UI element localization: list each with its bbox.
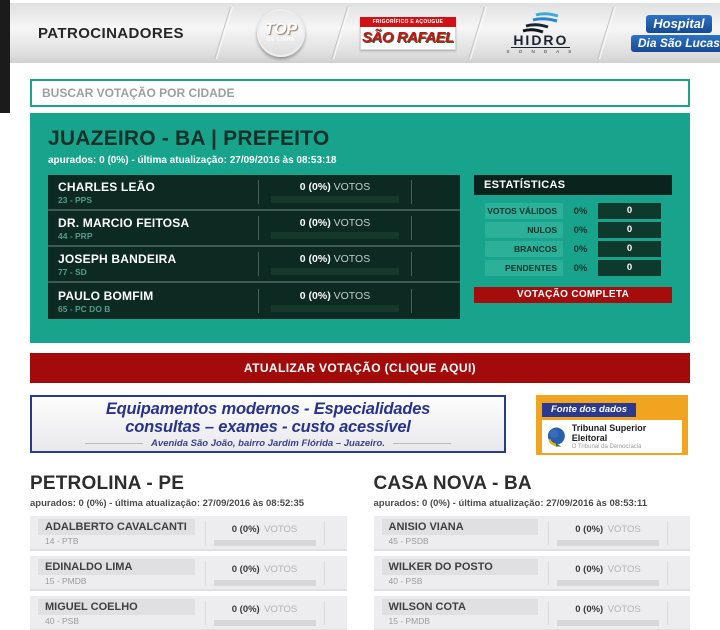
stat-value: 0 [598, 203, 661, 219]
candidate-name: MIGUEL COELHO [45, 601, 138, 613]
candidate-row[interactable] [30, 596, 347, 630]
sponsor-logo-hidro-sondas[interactable] [489, 12, 593, 54]
votes-label: VOTOS [607, 524, 641, 535]
votes-label: VOTOS [333, 181, 371, 193]
logo-separator [331, 7, 348, 59]
logo-separator [214, 7, 231, 59]
vote-progress-bar [214, 580, 316, 586]
stat-value: 0 [598, 260, 661, 276]
search-row [30, 79, 690, 107]
votes-value: 0 (0%) [575, 524, 604, 535]
stat-label: PENDENTES [485, 260, 563, 276]
stat-value: 0 [598, 222, 661, 238]
vote-progress-bar [271, 196, 399, 203]
sao-rafael-logo-icon [360, 17, 456, 50]
top-de-linha-sub: DE LINHA [267, 37, 295, 43]
divider [667, 601, 668, 625]
hidro-name: HIDRO [513, 32, 569, 48]
city-title: PETROLINA - PE [30, 473, 185, 494]
votes-value: 0 (0%) [575, 564, 604, 575]
candidate-party: 15 - PMDB [388, 616, 431, 626]
votes-label: VOTOS [264, 604, 298, 615]
candidate-party: 40 - PSB [388, 576, 423, 586]
candidate-name: PAULO BOMFIM [58, 288, 154, 303]
hospital-line2: Dia São Lucas [631, 35, 720, 52]
tse-org-name: Tribunal Superior Eleitoral [571, 423, 647, 443]
tse-org-subtitle: O Tribunal da Democracia [571, 444, 642, 450]
candidate-list [48, 175, 460, 319]
vote-progress-bar [557, 580, 659, 586]
vote-progress-bar [557, 540, 659, 546]
ad-address: Avenida São João, bairro Jardim Flórida – Juazeiro. [32, 438, 504, 449]
candidate-party: 45 - PSDB [388, 536, 429, 546]
vote-progress-bar [214, 620, 316, 626]
sponsor-logo-hospital-dia-sao-lucas[interactable] [618, 15, 720, 52]
divider [324, 561, 325, 585]
stat-label: NULOS [485, 222, 563, 238]
candidate-row[interactable] [48, 175, 460, 211]
stat-row [485, 260, 661, 276]
sao-rafael-tagline: FRIGORÍFICO E AÇOUGUE [360, 17, 456, 27]
stat-row [485, 203, 661, 219]
hospital-line1: Hospital [646, 15, 711, 33]
sponsor-logo-top-de-linha[interactable] [235, 9, 327, 57]
stat-row [485, 222, 661, 238]
hidro-sub: S O N D A S [506, 49, 576, 54]
candidate-party: 14 - PTB [45, 536, 79, 546]
votes-value: 0 (0%) [231, 524, 260, 535]
candidate-name: WILSON COTA [388, 601, 466, 613]
votes-label: VOTOS [333, 217, 371, 229]
vote-progress-bar [214, 540, 316, 546]
stat-percent: 0% [573, 205, 588, 217]
candidate-party: 77 - SD [58, 266, 87, 277]
hidro-sondas-logo-icon [507, 12, 576, 54]
stat-label: VOTOS VÁLIDOS [485, 203, 563, 219]
candidate-row[interactable] [30, 516, 347, 551]
statistics-title: ESTATÍSTICAS [474, 175, 672, 195]
candidate-row[interactable] [374, 596, 691, 630]
hidro-waves-icon [520, 12, 562, 34]
sponsors-bar [10, 3, 720, 63]
divider [411, 180, 412, 204]
sao-rafael-name: SÃO RAFAEL [360, 27, 456, 50]
votes-label: VOTOS [333, 253, 371, 265]
vote-progress-bar [271, 232, 399, 239]
ad-line1: Equipamentos modernos - Especialidades [105, 400, 431, 418]
candidate-party: 40 - PSB [45, 616, 80, 626]
hospital-logo-icon [631, 15, 720, 52]
candidate-row[interactable] [48, 247, 460, 283]
city-title: CASA NOVA - BA [373, 473, 532, 494]
divider [411, 289, 412, 313]
candidate-name: ANISIO VIANA [388, 521, 464, 533]
left-edge-strip [0, 0, 10, 113]
candidate-name: WILKER DO POSTO [388, 561, 493, 573]
stat-row [485, 241, 661, 257]
candidate-name: ADALBERTO CAVALCANTI [45, 521, 187, 533]
votes-value: 0 (0%) [299, 290, 331, 302]
votes-label: VOTOS [264, 564, 298, 575]
candidate-row[interactable] [374, 516, 691, 551]
divider [411, 252, 412, 276]
search-input[interactable] [30, 79, 690, 107]
votes-value: 0 (0%) [231, 604, 260, 615]
voting-complete-badge: VOTAÇÃO COMPLETA [474, 287, 672, 303]
divider [667, 521, 668, 545]
divider [667, 561, 668, 585]
ad-line2: consultas – exames - custo acessível [125, 418, 411, 436]
votes-value: 0 (0%) [231, 564, 260, 575]
vote-progress-bar [271, 305, 399, 312]
votes-label: VOTOS [264, 524, 298, 535]
votes-value: 0 (0%) [299, 253, 331, 265]
refresh-votes-button[interactable]: ATUALIZAR VOTAÇÃO (CLIQUE AQUI) [30, 353, 690, 383]
stat-percent: 0% [573, 262, 588, 274]
sponsor-logo-sao-rafael[interactable] [352, 17, 464, 50]
candidate-party: 23 - PPS [58, 194, 93, 205]
divider [411, 216, 412, 240]
featured-city-panel [30, 113, 690, 343]
ad-banner[interactable] [30, 395, 506, 453]
stat-label: BRANCOS [485, 241, 563, 257]
candidate-row[interactable] [48, 211, 460, 247]
stat-percent: 0% [573, 243, 588, 255]
candidate-row[interactable] [48, 283, 460, 319]
tse-globe-icon [546, 426, 567, 448]
candidate-name: CHARLES LEÃO [58, 179, 156, 194]
city-updated: apurados: 0 (0%) - última atualização: 27/09/2016 às 08:52:35 [30, 498, 305, 509]
candidate-party: 44 - PRP [58, 230, 93, 241]
candidate-name: JOSEPH BANDEIRA [58, 251, 177, 266]
city-column-petrolina [30, 473, 347, 630]
votes-value: 0 (0%) [299, 181, 331, 193]
candidate-party: 15 - PMDB [45, 576, 87, 586]
divider [324, 521, 325, 545]
votes-label: VOTOS [333, 290, 371, 302]
logo-separator [468, 7, 485, 59]
featured-title: JUAZEIRO - BA | PREFEITO [48, 127, 330, 150]
votes-value: 0 (0%) [299, 217, 331, 229]
vote-progress-bar [557, 620, 659, 626]
stat-value: 0 [598, 241, 661, 257]
tse-card[interactable] [542, 420, 682, 453]
candidate-row[interactable] [30, 556, 347, 591]
votes-label: VOTOS [607, 604, 641, 615]
candidate-name: EDINALDO LIMA [45, 561, 133, 573]
data-source-tag: Fonte dos dados [542, 403, 636, 417]
candidate-party: 65 - PC DO B [58, 303, 111, 314]
statistics-panel [474, 175, 672, 319]
logo-separator [597, 7, 614, 59]
divider [324, 601, 325, 625]
sponsors-label: PATROCINADORES [38, 24, 184, 42]
top-de-linha-badge-icon [257, 9, 305, 57]
candidate-row[interactable] [374, 556, 691, 591]
top-de-linha-word: TOP [264, 21, 298, 38]
candidate-name: DR. MARCIO FEITOSA [58, 215, 190, 230]
votes-value: 0 (0%) [575, 604, 604, 615]
featured-updated: apurados: 0 (0%) - última atualização: 27/09/2016 às 08:53:18 [48, 155, 337, 166]
data-source-box [536, 395, 688, 455]
city-updated: apurados: 0 (0%) - última atualização: 27/09/2016 às 08:53:11 [373, 498, 648, 509]
vote-progress-bar [271, 268, 399, 275]
city-column-casa-nova [374, 473, 691, 630]
stat-percent: 0% [573, 224, 588, 236]
votes-label: VOTOS [607, 564, 641, 575]
